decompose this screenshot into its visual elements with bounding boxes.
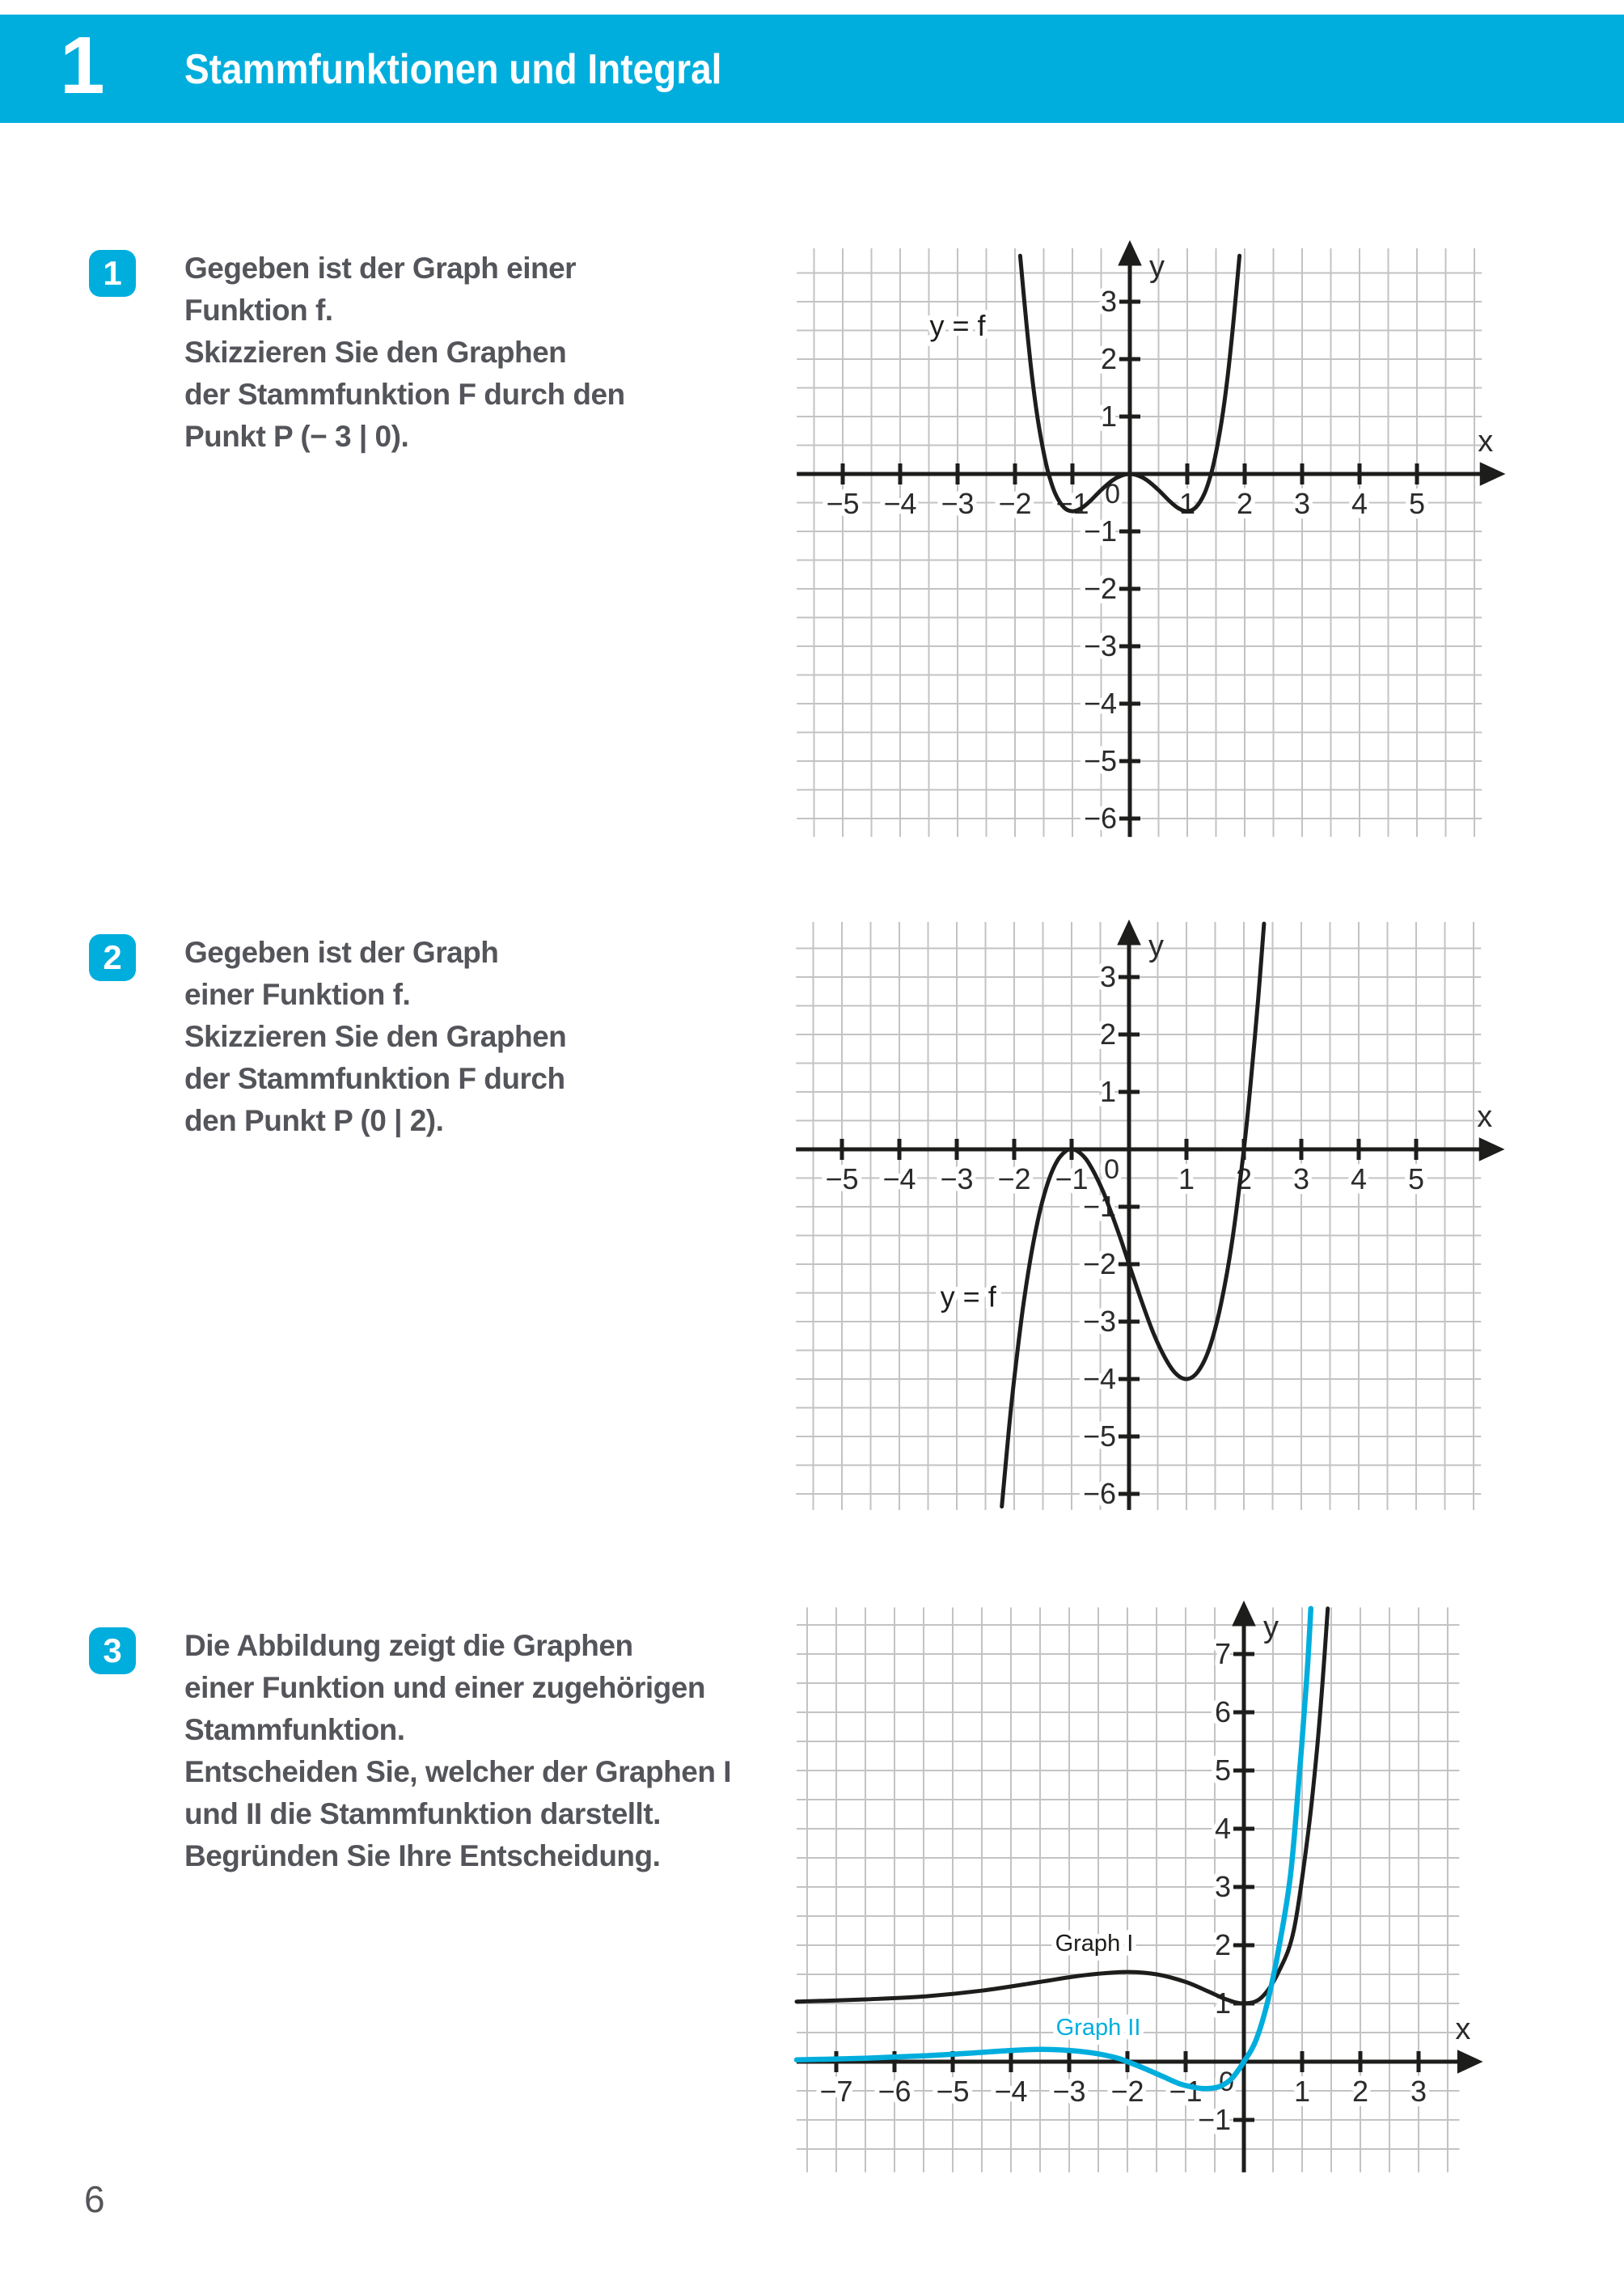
y-tick-label: 4: [1214, 1812, 1231, 1845]
y-tick-label: −5: [1083, 744, 1117, 777]
y-axis-label: y: [1149, 250, 1165, 284]
y-tick-label: −2: [1082, 1247, 1116, 1280]
task-line: Skizzieren Sie den Graphen: [184, 336, 567, 369]
y-tick-label: 1: [1100, 400, 1117, 433]
task-1-text: [184, 247, 720, 458]
grid: [796, 922, 1481, 1510]
y-tick-label: −6: [1082, 1477, 1116, 1510]
y-tick-label: 2: [1214, 1928, 1231, 1961]
y-tick-label: 1: [1214, 1986, 1231, 2020]
x-tick-label: 1: [1293, 2075, 1311, 2108]
origin-label: 0: [1219, 2067, 1234, 2097]
task-line: Entscheiden Sie, welcher der Graphen I: [184, 1755, 731, 1788]
x-tick-label: 4: [1350, 1162, 1368, 1195]
task-line: Punkt P (− 3 | 0).: [184, 420, 409, 453]
x-tick-label: −5: [936, 2075, 970, 2108]
y-axis-arrow: [1118, 920, 1140, 945]
x-axis-label: x: [1477, 1100, 1493, 1134]
y-tick-label: −3: [1083, 629, 1117, 662]
x-tick-label: −2: [998, 487, 1032, 520]
figure-1-coordinate-system: [793, 239, 1508, 843]
y-tick-label: −5: [1082, 1419, 1116, 1453]
y-tick-label: −2: [1083, 572, 1117, 605]
y-tick-label: −1: [1083, 514, 1117, 548]
curve-name-label: Graph I: [1055, 1931, 1134, 1957]
curve-graph-ii: [797, 1609, 1311, 2089]
y-axis-label: y: [1148, 929, 1164, 963]
task-line: Stammfunktion.: [184, 1713, 405, 1746]
task-line: und II die Stammfunktion darstellt.: [184, 1797, 661, 1830]
task-1-number-badge: 1: [89, 250, 136, 297]
x-tick-label: −5: [825, 1162, 859, 1195]
page-number: 6: [84, 2178, 105, 2220]
figure-3-coordinate-system: [793, 1600, 1490, 2184]
x-axis-label: x: [1478, 425, 1494, 459]
task-line: Die Abbildung zeigt die Graphen: [184, 1629, 633, 1662]
x-tick-label: 3: [1293, 487, 1311, 520]
y-tick-label: 3: [1214, 1870, 1231, 1903]
task-line: einer Funktion und einer zugehörigen: [184, 1671, 705, 1704]
y-tick-label: 3: [1099, 960, 1116, 993]
task-1: [89, 247, 720, 458]
x-tick-label: −4: [883, 487, 917, 520]
chapter-title: Stammfunktionen und Integral: [184, 44, 722, 93]
x-tick-label: 1: [1178, 487, 1196, 520]
x-tick-label: −1: [1169, 2075, 1203, 2108]
task-line: Skizzieren Sie den Graphen: [184, 1020, 567, 1053]
task-line: Begründen Sie Ihre Entscheidung.: [184, 1839, 661, 1872]
x-tick-label: −3: [940, 1162, 974, 1195]
x-tick-label: 3: [1292, 1162, 1310, 1195]
curve-f: [1002, 924, 1264, 1507]
figure-2-coordinate-system: [793, 919, 1508, 1517]
chapter-number: 1: [60, 20, 105, 111]
origin-label: 0: [1105, 479, 1120, 510]
x-axis-arrow: [1479, 1138, 1503, 1161]
grid: [797, 248, 1482, 837]
curve-name-label: y = f: [929, 308, 986, 342]
x-axis-arrow: [1457, 2050, 1482, 2073]
x-tick-label: −3: [941, 487, 975, 520]
x-tick-label: 1: [1178, 1162, 1195, 1195]
x-tick-label: −6: [878, 2075, 911, 2108]
task-line: der Stammfunktion F durch den: [184, 378, 625, 411]
x-tick-label: −1: [1055, 1162, 1089, 1195]
task-2-number-badge: 2: [89, 934, 136, 981]
task-line: einer Funktion f.: [184, 978, 411, 1011]
y-tick-label: 5: [1214, 1754, 1231, 1787]
x-tick-label: −3: [1052, 2075, 1086, 2108]
y-tick-label: 2: [1099, 1017, 1116, 1051]
y-axis-arrow: [1119, 241, 1141, 265]
task-line: Funktion f.: [184, 294, 333, 327]
x-tick-label: 5: [1408, 487, 1426, 520]
y-tick-label: 6: [1214, 1695, 1231, 1728]
origin-label: 0: [1104, 1154, 1119, 1185]
y-tick-label: −1: [1197, 2103, 1231, 2136]
y-tick-label: −6: [1083, 802, 1117, 835]
y-tick-label: 3: [1100, 285, 1117, 318]
y-axis-label: y: [1263, 1610, 1279, 1644]
x-tick-label: 5: [1407, 1162, 1425, 1195]
x-tick-label: −5: [826, 487, 860, 520]
task-line: der Stammfunktion F durch: [184, 1062, 565, 1095]
x-tick-label: 2: [1236, 487, 1254, 520]
x-axis-arrow: [1480, 463, 1504, 485]
x-tick-label: −2: [997, 1162, 1031, 1195]
chapter-header: [0, 15, 1624, 123]
x-axis-label: x: [1455, 2012, 1471, 2046]
y-tick-label: 7: [1214, 1637, 1231, 1670]
task-3: [89, 1625, 731, 1877]
x-tick-label: −7: [819, 2075, 853, 2108]
task-line: Gegeben ist der Graph: [184, 936, 499, 969]
curve-name-label: Graph II: [1055, 2014, 1141, 2041]
x-tick-label: 3: [1410, 2075, 1427, 2108]
y-tick-label: −1: [1082, 1190, 1116, 1223]
x-tick-label: 2: [1235, 1162, 1253, 1195]
y-tick-label: 1: [1099, 1075, 1116, 1108]
task-3-text: [184, 1625, 731, 1877]
x-tick-label: −4: [882, 1162, 916, 1195]
x-tick-label: −4: [994, 2075, 1028, 2108]
task-2-text: [184, 932, 720, 1142]
x-tick-label: 4: [1351, 487, 1368, 520]
x-tick-label: −1: [1055, 487, 1089, 520]
y-axis-arrow: [1233, 1601, 1255, 1626]
task-3-number-badge: 3: [89, 1627, 136, 1674]
x-tick-label: −2: [1110, 2075, 1144, 2108]
task-2: [89, 932, 720, 1142]
x-tick-label: 2: [1351, 2075, 1369, 2108]
y-tick-label: −3: [1082, 1305, 1116, 1338]
y-tick-label: −4: [1083, 687, 1117, 720]
curve-name-label: y = f: [940, 1280, 996, 1314]
y-tick-label: 2: [1100, 342, 1117, 375]
axes: [796, 920, 1503, 1510]
task-line: Gegeben ist der Graph einer: [184, 252, 577, 285]
y-tick-label: −4: [1082, 1362, 1116, 1395]
task-line: den Punkt P (0 | 2).: [184, 1104, 444, 1137]
